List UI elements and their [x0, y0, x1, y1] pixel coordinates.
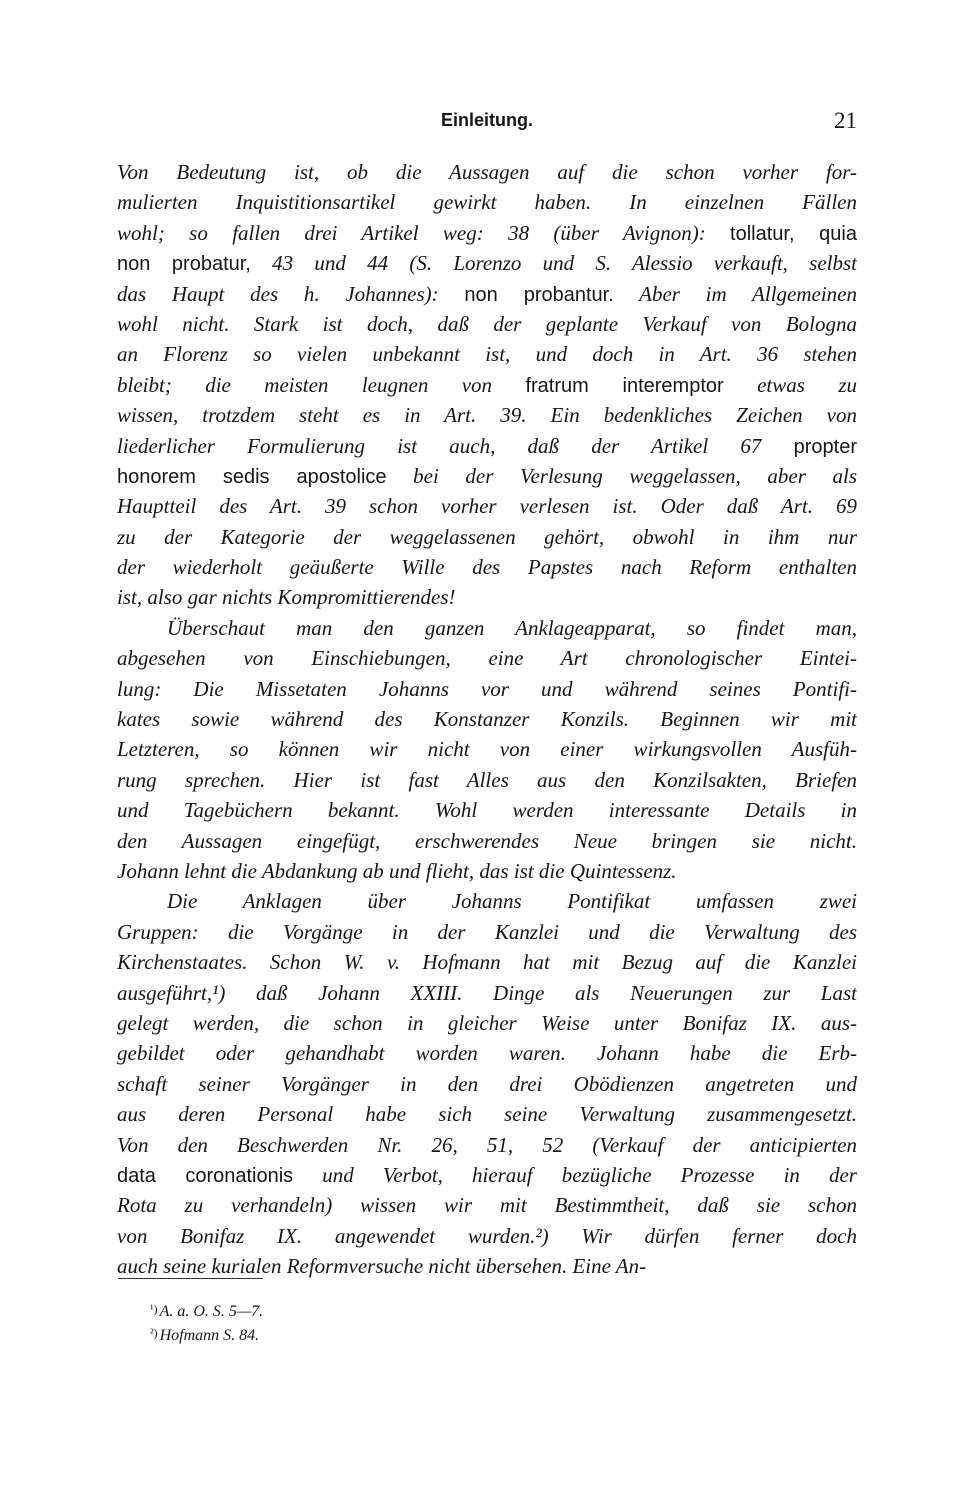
text-segment: Johann lehnt die Abdankung ab und flieht, das ist die Quintessenz. — [117, 858, 677, 883]
text-segment: und Verbot, hierauf bezügliche Prozesse in der — [293, 1162, 857, 1187]
text-line — [117, 552, 857, 582]
latin-quote: non probatur, — [117, 253, 251, 276]
text-line — [117, 978, 857, 1008]
footnote-rule — [118, 1278, 263, 1279]
text-line — [117, 947, 857, 977]
text-segment: auch seine kurialen Reformversuche nicht übersehen. Eine An- — [117, 1254, 647, 1279]
text-segment: an Florenz so vielen unbekannt ist, und doch in Art. 36 stehen — [117, 342, 857, 367]
latin-quote: tollatur, quia — [730, 222, 857, 245]
text-segment: Von den Beschwerden Nr. 26, 51, 52 (Verkauf der anticipierten — [117, 1132, 857, 1157]
text-segment: aus deren Personal habe sich seine Verwaltung zusammengesetzt. — [117, 1102, 857, 1127]
text-segment: Die Anklagen über Johanns Pontifikat umfassen zwei — [167, 889, 857, 914]
text-segment: liederlicher Formulierung ist auch, daß der Artikel 67 — [117, 433, 794, 458]
text-segment: ist, also gar nichts Kompromittierendes! — [117, 585, 456, 610]
text-segment: Rota zu verhandeln) wissen wir mit Bestimmtheit, daß sie schon — [117, 1193, 857, 1218]
body-text — [117, 157, 857, 1281]
text-line — [117, 765, 857, 795]
text-line — [117, 1251, 857, 1281]
footnote-text: Hofmann S. 84. — [159, 1327, 260, 1344]
text-segment: den Aussagen eingefügt, erschwerendes Neue bringen sie nicht. — [117, 828, 857, 853]
text-segment: wohl nicht. Stark ist doch, daß der geplante Verkauf von Bologna — [117, 311, 857, 336]
text-line — [117, 917, 857, 947]
footnote-text: A. a. O. S. 5—7. — [159, 1303, 264, 1320]
text-line — [117, 218, 857, 248]
text-line — [117, 279, 857, 309]
text-line — [117, 856, 857, 886]
text-line — [117, 1221, 857, 1251]
footnote — [150, 1300, 550, 1324]
latin-quote: fratrum interemptor — [525, 374, 724, 397]
text-line — [117, 187, 857, 217]
text-segment: bleibt; die meisten leugnen von — [117, 372, 526, 397]
text-line — [117, 431, 857, 461]
text-line — [117, 1038, 857, 1068]
text-segment: wissen, trotzdem steht es in Art. 39. Ein bedenkliches Zeichen von — [117, 403, 857, 428]
footnotes — [150, 1300, 550, 1348]
latin-quote: honorem sedis apostolice — [117, 465, 387, 488]
text-line — [117, 522, 857, 552]
text-line — [117, 157, 857, 187]
text-segment: und Tagebüchern bekannt. Wohl werden interessante Details in — [117, 798, 857, 823]
text-segment: wohl; so fallen drei Artikel weg: 38 (über Avignon): — [117, 220, 731, 245]
text-segment: von Bonifaz IX. angewendet wurden.²) Wir dürfen ferner doch — [117, 1223, 857, 1248]
text-segment: ausgeführt,¹) daß Johann XXIII. Dinge als Neuerungen zur Last — [117, 980, 857, 1005]
text-segment: mulierten Inquistitionsartikel gewirkt haben. In einzelnen Fällen — [117, 190, 857, 215]
text-segment: zu der Kategorie der weggelassenen gehört, obwohl in ihm nur — [117, 524, 857, 549]
latin-quote: propter — [793, 435, 857, 458]
footnote-mark: ¹) — [150, 1302, 158, 1316]
text-line — [117, 643, 857, 673]
text-line — [117, 734, 857, 764]
text-segment: Überschaut man den ganzen Anklageapparat, so findet man, — [167, 615, 857, 640]
text-segment: Aber im Allgemeinen — [613, 281, 857, 306]
footnote-mark: ²) — [150, 1326, 158, 1340]
text-segment: schaft seiner Vorgänger in den drei Obödienzen angetreten und — [117, 1071, 857, 1096]
page-number: 21 — [834, 108, 857, 133]
latin-quote: data coronationis — [117, 1164, 294, 1187]
text-line — [117, 1069, 857, 1099]
text-segment: etwas zu — [723, 372, 857, 397]
text-line — [117, 886, 857, 916]
footnote — [150, 1324, 550, 1348]
text-line — [117, 674, 857, 704]
text-line — [117, 1099, 857, 1129]
text-line — [117, 491, 857, 521]
text-line — [117, 1130, 857, 1160]
text-line — [117, 1160, 857, 1190]
text-segment: Hauptteil des Art. 39 schon vorher verlesen ist. Oder daß Art. 69 — [117, 494, 857, 519]
text-segment: Letzteren, so können wir nicht von einer wirkungsvollen Ausfüh- — [117, 737, 857, 762]
text-line — [117, 704, 857, 734]
text-line — [117, 400, 857, 430]
text-segment: der wiederholt geäußerte Wille des Papstes nach Reform enthalten — [117, 555, 857, 580]
text-segment: abgesehen von Einschiebungen, eine Art chronologischer Eintei- — [117, 646, 857, 671]
text-line — [117, 339, 857, 369]
text-line — [117, 826, 857, 856]
text-line — [117, 613, 857, 643]
text-segment: 43 und 44 (S. Lorenzo und S. Alessio verkauft, selbst — [250, 251, 857, 276]
text-line — [117, 309, 857, 339]
text-segment: gebildet oder gehandhabt worden waren. Johann habe die Erb- — [117, 1041, 857, 1066]
text-segment: Von Bedeutung ist, ob die Aussagen auf die schon vorher for- — [117, 160, 857, 184]
text-segment: bei der Verlesung weggelassen, aber als — [386, 463, 857, 488]
text-line — [117, 248, 857, 278]
text-line — [117, 1008, 857, 1038]
text-segment: gelegt werden, die schon in gleicher Weise unter Bonifaz IX. aus- — [117, 1010, 857, 1035]
text-line — [117, 795, 857, 825]
page-header — [117, 108, 857, 140]
text-segment: Gruppen: die Vorgänge in der Kanzlei und die Verwaltung des — [117, 919, 857, 944]
text-line — [117, 461, 857, 491]
text-line — [117, 370, 857, 400]
running-head: Einleitung. — [441, 110, 533, 130]
text-segment: Kirchenstaates. Schon W. v. Hofmann hat mit Bezug auf die Kanzlei — [117, 950, 857, 975]
text-line — [117, 1190, 857, 1220]
text-segment: lung: Die Missetaten Johanns vor und während seines Pontifi- — [117, 676, 857, 701]
text-segment: rung sprechen. Hier ist fast Alles aus den Konzilsakten, Briefen — [117, 767, 857, 792]
latin-quote: non probantur. — [464, 283, 614, 306]
text-segment: das Haupt des h. Johannes): — [117, 281, 465, 306]
text-segment: kates sowie während des Konstanzer Konzils. Beginnen wir mit — [117, 707, 857, 732]
text-line — [117, 582, 857, 612]
